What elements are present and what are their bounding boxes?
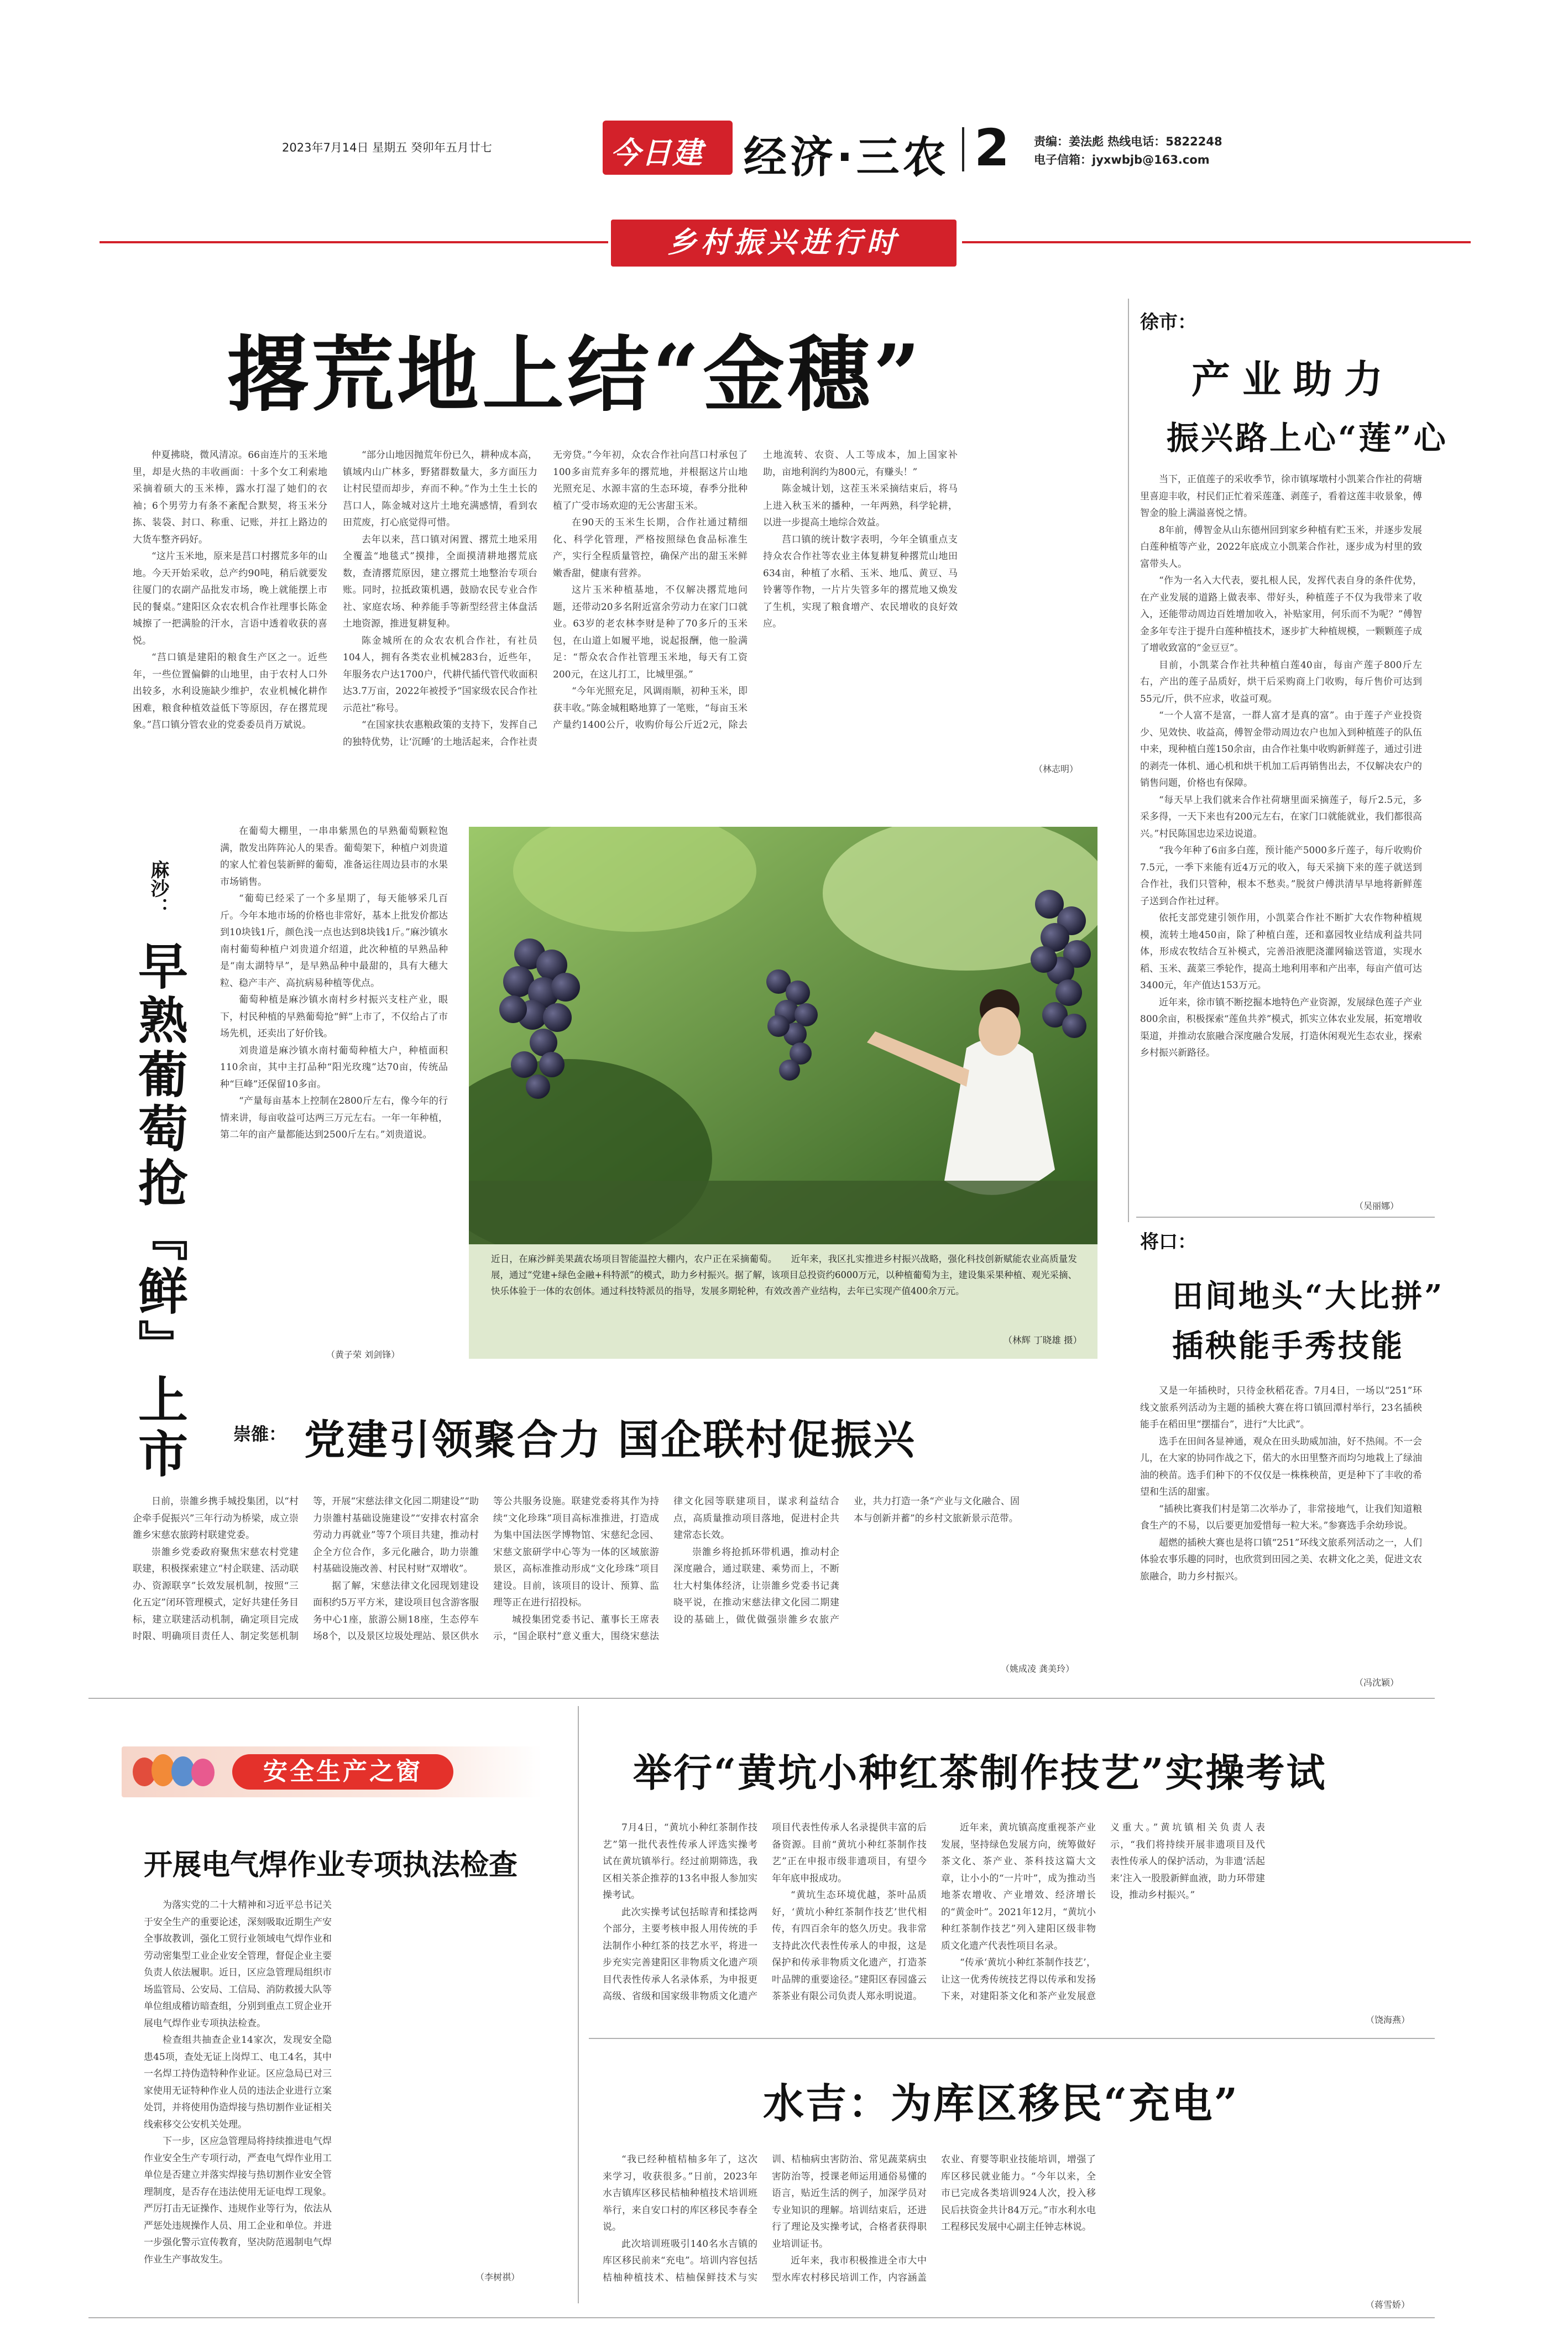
art3-paragraph: “葡萄已经采了一个多星期了，每天能够采几百斤。今年本地市场的价格也非常好，基本上批发价都达到10块钱1斤，颜色浅一点也达到8块钱1斤。”麻沙镇水南村葡萄种植户刘贵道介绍道，此次种植的早熟品种是“南太湖特早”，是早熟品种中最甜的，具有大穗大粒、稳产丰产、高抗病易种植等优点。 — [220, 893, 448, 989]
art5-paragraph: 又是一年插秧时，只待金秋稻花香。7月4日，一场以“251”环线文旅系列活动为主题的插秧大赛在将口镇回潭村举行，23名插秧能手在稻田里“摆擂台”，进行“大比武”。 — [1140, 1385, 1422, 1430]
art1-paragraph: 去年以来，莒口镇对闲置、撂荒土地采用全覆盖“地毯式”摸排，全面摸清耕地撂荒底数，查清撂荒原因，建立撂荒土地整治专项台账。同时，拉抵政策机遇，鼓励农民专业合作社、家庭农场、种养能手等新型经营主体盘活土地资源，推进复耕复种。 — [343, 534, 537, 629]
divider-bottom — [88, 2317, 1435, 2318]
art2-paragraph: 当下，正值莲子的采收季节，徐市镇塚墩村小凯莱合作社的荷塘里喜迎丰收，村民们正忙着采莲蓬、剥莲子，看着这莲丰收景象，傅智金的脸上满溢喜悦之情。 — [1140, 474, 1422, 519]
divider-h-mid — [88, 1698, 1435, 1699]
art7-paragraph: “黄坑生态环境优越，茶叶品质好，‘黄坑小种红茶制作技艺’世代相传，有四百余年的悠久历史。我非常支持此次代表性传承人的申报，这是保护和传承非物质文化遗产，打造茶叶品牌的重要途径。”建阳区春园盛云茶茶业有限公司负责人郑永明说道。 — [772, 1890, 927, 2002]
art1-paragraph: 陈金城计划，这茬玉米采摘结束后，将马上进入秋玉米的播种，一年两熟，科学轮耕，以进一步提高土地综合效益。 — [763, 483, 958, 528]
art2-paragraph: “一个人富不是富，一群人富才是真的富”。由于莲子产业投资少、见效快、收益高，傅智金带动周边农户也加入到种植莲子的队伍中来，现种植白莲150余亩，由合作社集中收购新鲜莲子，通过引进的剥壳一体机、通心机和烘干机加工后再销售出去，不仅解决农户的销售问题，价格也有保障。 — [1140, 710, 1422, 789]
art6-paragraph: 检查组共抽查企业14家次，发现安全隐患45项，查处无证上岗焊工、电工4名，其中一名焊工持伪造特种作业证。区应急局已对三家使用无证特种作业人员的违法企业进行立案处罚，并将使用伪造焊接与热切割作业证相关线索移交公安机关处理。 — [144, 2035, 332, 2130]
art2-place: 徐市： — [1140, 311, 1196, 333]
photo-caption-box — [469, 1244, 1097, 1359]
art2-paragraph: 目前，小凯菜合作社共种植白莲40亩，每亩产莲子800斤左右，产出的莲子品质好，烘干后采购商上门收购，每斤售价可达到55元/斤，供不应求，收益可观。 — [1140, 659, 1422, 705]
art5-title1: 田间地头“大比拼” — [1172, 1278, 1445, 1315]
art7-title: 举行“黄坑小种红茶制作技艺”实操考试 — [633, 1750, 1327, 1796]
safety-badge-pill — [232, 1754, 453, 1790]
art1-paragraph: “今年光照充足，风调雨顺，初种玉米，即获丰收。”陈金城粗略地算了一笔账，“每亩玉米产量约1400公斤，收购价每公斤近2元，除去土地流转、农资、人工等成本，加上国家补助，亩地利润约为800元，有赚头！” — [553, 450, 958, 731]
art7-credit: （饶海燕） — [1366, 2015, 1410, 2025]
grape-photo-illustration — [469, 827, 1097, 1244]
art7-columns — [603, 1819, 1434, 2007]
art3-title: 早熟葡萄抢『鲜』上市 — [129, 940, 188, 1482]
art2-title1: 产业助力 — [1191, 356, 1395, 402]
art1-paragraph: 陈金城所在的众农农机合作社，有社员104人，拥有各类农业机械283台，近些年，年服务农户达1700户，代耕代插代管代收面积达3.7万亩，2022年被授予“国家级农民合作社示范社”称号。 — [343, 635, 537, 714]
art2-paragraph: 8年前，傅智金从山东德州回到家乡种植有贮玉米，并逐步发展白莲种植等产业，2022年底成立小凯莱合作社，逐步成为村里的致富带头人。 — [1140, 524, 1422, 570]
art5-credit: （冯沈颖） — [1355, 1677, 1399, 1688]
section-name: 经济·三农 — [744, 133, 949, 182]
banner-line-right — [962, 241, 1471, 243]
art3-paragraph: “产量每亩基本上控制在2800斤左右，像今年的行情来讲，每亩收益可达两三万元左右。一年一年种植，第二年的亩产量都能达到2500斤左右。”刘贵道说。 — [220, 1096, 448, 1140]
art5-paragraph: “插秧比赛我们村是第二次举办了，非常接地气，让我们知道粮食生产的不易，以后要更加爱惜每一粒大米。”参赛选手余幼珍说。 — [1140, 1503, 1422, 1531]
art4-paragraph: 崇雒乡党委政府聚焦宋慈农村党建联建，积极探索建立“村企联建、活动联办、资源联享”长效发展机制，按照“三化五定”闭环管理模式，定好共建任务目标，建立联建活动机制，确定项目完成时限、明确项目责任人、制定奖惩机制等，开展“宋慈法律文化园二期建设”“助力崇雒村基础设施建设”“安排农村富余劳动力再就业”等7个项目共建，推动村企全方位合作，多元化融合，助力崇雒村基础设施改善、村民村财“双增收”。 — [133, 1496, 479, 1642]
banner-box — [611, 220, 957, 267]
art2-title2: 振兴路上心“莲”心 — [1167, 419, 1448, 457]
art3-credit: （黄子荣 刘剑锋） — [326, 1349, 400, 1360]
art1-paragraph: “部分山地因抛荒年份已久，耕种成本高，镇域内山广林多，野猪群数量大，多方面压力让村民望而却步，弃而不种。”作为土生土长的莒口人，陈金城对这片土地充满感情，看到农田荒废，打心底觉得可惜。 — [343, 450, 537, 528]
art2-paragraph: 依托支部党建引领作用，小凯菜合作社不断扩大农作物种植规模，流转土地450亩，除了种植白莲，还和嘉园牧业结成利益共同体，形成农牧结合互补模式，完善沿液肥浇灌网输送管道，实现水稻、玉米、蔬菜三季轮作，提高土地利用率和产出率，每亩产值可达3400元，年产值达153万元。 — [1140, 912, 1422, 991]
art3-paragraph: 葡萄种植是麻沙镇水南村乡村振兴支柱产业，眼下，村民种植的早熟葡萄抢“鲜”上市了，不仅给占了市场先机，还卖出了好价钱。 — [220, 994, 448, 1039]
art6-paragraph: 为落实党的二十大精神和习近平总书记关于安全生产的重要论述，深刻吸取近期生产安全事故教训，强化工贸行业领域电气焊作业和劳动密集型工业企业安全管理，督促企业主要负责人依法履职。近日，区应急管理局组织市场监管局、公安局、工信局、消防救援大队等单位组成稽访暗查组，分别到重点工贸企业开展电气焊作业专项执法检查。 — [144, 1900, 332, 2029]
art7-paragraph: 7月4日，“黄坑小种红茶制作技艺”第一批代表性传承人评选实操考试在黄坑镇举行。经过前期筛选，我区相关茶企推荐的13名申报人参加实操考试。 — [603, 1822, 757, 1901]
brand-logo — [603, 121, 733, 213]
art1-paragraph: “莒口镇是建阳的粮食生产区之一。近些年，一些位置偏僻的山地里，由于农村人口外出较多，水利设施缺少维护，农业机械化耕作困难，粮食种植效益低下等原因，存在撂荒现象。”莒口镇分管农业的党委委员肖万斌说。 — [133, 652, 327, 731]
safety-badge — [122, 1746, 542, 1797]
divider-h-low — [589, 2038, 1435, 2039]
art5-title2: 插秧能手秀技能 — [1172, 1328, 1404, 1364]
art2-body — [1140, 471, 1422, 1207]
art5-place: 将口： — [1140, 1231, 1196, 1253]
art3-paragraph: 刘贵道是麻沙镇水南村葡萄种植大户，种植面积110余亩，其中主打品种“阳光玫瑰”达70亩，传统品种“巨峰”还保留10多亩。 — [220, 1045, 448, 1090]
art8-title: 水吉：为库区移民“充电” — [763, 2080, 1240, 2127]
art1-paragraph: 莒口镇的统计数字表明，今年全镇重点支持众农合作社等农业主体复耕复种撂荒山地田634亩，种植了水稻、玉米、地瓜、黄豆、马铃薯等作物，一片片失管多年的撂荒地又焕发了生机，实现了粮食增产、农民增收的良好效应。 — [763, 534, 958, 629]
art1-columns — [133, 447, 1168, 757]
banner-line-left — [100, 241, 608, 243]
art5-paragraph: 选手在田间各显神通，观众在田头助威加油，好不热闹。不一会儿，在大家的协同作战之下，偌大的水田里整齐而均匀地栽上了绿油油的秧苗。选手们种下的不仅仅是一株株秧苗，更是种下了丰收的希望和生活的甜蜜。 — [1140, 1436, 1422, 1498]
art5-paragraph: 超燃的插秧大赛也是将口镇“251”环线文旅系列活动之一，人们体验农事乐趣的同时，也欣赏到田园之美、农耕文化之美，促进文农旅融合，助力乡村振兴。 — [1140, 1537, 1422, 1582]
art6-paragraph: 下一步，区应急管理局将持续推进电气焊作业安全生产专项行动，严查电气焊作业用工单位是否建立并落实焊接与热切割作业安全管理制度，是否存在违法使用无证电焊工现象。严厉打击无证操作、违规作业等行为，依法从严惩处违规操作人员、用工企业和单位。并进一步强化警示宣传教育，坚决防范遏制电气焊作业生产事故发生。 — [144, 2136, 332, 2265]
art2-paragraph: “每天早上我们就来合作社荷塘里面采摘莲子，每斤2.5元，多采多得，一天下来也有200元左右，在家门口就能就业，我们都很高兴。”村民陈国忠边采边说道。 — [1140, 794, 1422, 839]
art1-title: 撂荒地上结“金穗” — [227, 326, 924, 423]
art4-paragraph: 日前，崇雒乡携手城投集团，以“村企牵手促振兴”三年行动为桥梁，成立崇雒乡宋慈农旅跨村联建党委。 — [133, 1496, 299, 1541]
header-divider — [962, 127, 964, 171]
art3-paragraph: 在葡萄大棚里，一串串紫黑色的早熟葡萄颗粒饱满，散发出阵阵沁人的果香。葡萄架下，种植户刘贵道的家人忙着包装新鲜的葡萄，准备运往周边县市的水果市场销售。 — [220, 826, 448, 888]
art3-body — [220, 823, 448, 1348]
art2-paragraph: “作为一名入大代表，要扎根人民，发挥代表自身的条件优势，在产业发展的道路上做表率、带好头，种植莲子不仅为我带来了收入，还能带动周边百姓增加收入，补贴家用，何乐而不为呢？”傅智金多年专注于提升白莲种植技术，逐步扩大种植规模，一颗颗莲子成了增收致富的“金豆豆”。 — [1140, 575, 1422, 654]
editor-line: 责编：姜法彪 热线电话：5822248 — [1034, 135, 1222, 148]
art8-columns — [603, 2151, 1434, 2295]
art7-paragraph: 此次实操考试包括晾青和揉捻两个部分，主要考核申报人用传统的手法制作小种红茶的技艺水平，将进一步充实完善建阳区非物质文化遗产项目代表性传承人名录体系，为申报更高级、省级和国家级非物质文化遗产项目代表性传承人名录提供丰富的后备资源。目前“黄坑小种红茶制作技艺”正在申报市级非遗项目，有望今年年底申报成功。 — [603, 1822, 927, 2002]
art5-body — [1140, 1383, 1422, 1684]
divider-h-right — [1136, 1217, 1435, 1218]
art6-credit: （李树祺） — [475, 2272, 520, 2282]
divider-v1 — [1128, 299, 1129, 1222]
art2-credit: （吴丽娜） — [1355, 1201, 1399, 1211]
page-number: 2 — [974, 118, 1010, 178]
email-line: 电子信箱：jyxwbjb@163.com — [1034, 153, 1210, 166]
art4-paragraph: 崇雒乡将抢抓环带机遇，推动村企深度融合，通过联建、乘势而上，不断壮大村集体经济，让崇雒乡党委书记龚晓平说，在推动宋慈法律文化园二期建设的基础上，做优做强崇雒乡农旅产业，共力打造一条“产业与文化融合、固本与创新并蓄”的乡村文旅新景示范带。 — [673, 1496, 1020, 1625]
art7-paragraph: “传承‘黄坑小种红茶制作技艺’，让这一优秀传统技艺得以传承和发扬下来，对建阳茶文化和茶产业发展意义重大。”黄坑镇相关负责人表示，“我们将持续开展非遗项目及代表性传承人的保护活动，为非遗‘活起来’注入一股股新鲜血液，助力环带建设，推动乡村振兴。” — [941, 1822, 1265, 2002]
safety-badge-icon — [133, 1753, 227, 1791]
photo-caption: 近日，在麻沙鲜美果蔬农场项目智能温控大棚内，农户正在采摘葡萄。 近年来，我区扎实推进乡村振兴战略，强化科技创新赋能农业高质量发展，通过“党建+绿色金融+科特派”的模式，助力乡村振兴。据了解，该项目总投资约6000万元，以种植葡萄为主，建设集采果种植、观光采摘、快乐体验于一体的农创体。通过科技特派员的指导，发展多期轮种，有效改善产业结构，去年已实现产值400余万元。 — [491, 1254, 1078, 1296]
art1-credit: （林志明） — [1034, 764, 1079, 774]
art2-paragraph: “我今年种了6亩多白莲，预计能产5000多斤莲子，每斤收购价7.5元，一季下来能有近4万元的收入，每天采摘下来的莲子就送到合作社，我们只管种，根本不愁卖。”脱贫户傅洪清早早地将新鲜莲子送到合作社过秤。 — [1140, 845, 1422, 907]
art1-paragraph: 仲夏拂晓，微风清凉。66亩连片的玉米地里，却是火热的丰收画面：十多个女工利索地采摘着硕大的玉米棒，露水打湿了她们的衣袖；6个男劳力有条不紊配合默契，将玉米分拣、装袋、封口、称重、记账，并扛上路边的大货车整齐码好。 — [133, 450, 327, 545]
art4-columns — [133, 1493, 1200, 1659]
art4-paragraph: 据了解，宋慈法律文化园现划建设面积约5万平方米，建设项目包含游客服务中心1座，旅游公厕18座，生态停车场8个，以及景区垃圾处理站、景区供水等公共服务设施。联建党委将其作为持续“文化珍珠”项目高标准推进，打造成为集中国法医学博物馆、宋慈纪念园、宋慈文旅研学中心等为一体的区域旅游景区，高标准推动形成“文化珍珠”项目建设。目前，该项目的设计、预算、监理等正在进行招投标。 — [313, 1496, 659, 1642]
art8-paragraph: 近年来，我市积极推进全市大中型水库农村移民培训工作，内容涵盖农业、育婴等职业技能培训，增强了库区移民就业能力。“今年以来，全市已完成各类培训924人次，投入移民后扶资金共计84万元。”市水利水电工程移民发展中心副主任钟志林说。 — [772, 2154, 1096, 2283]
divider-v2 — [578, 1706, 579, 2303]
art8-credit: （蒋雪娇） — [1366, 2299, 1410, 2310]
art7-paragraph: 近年来，黄坑镇高度重视茶产业发展，坚持绿色发展方向，统筹做好茶文化、茶产业、茶科技这篇大文章，让小小的“一片叶”，成为推动当地茶农增收、产业增效、经济增长的“黄金叶”。2021年12月，“黄坑小种红茶制作技艺”列入建阳区级非物质文化遗产代表性项目名录。 — [941, 1822, 1096, 1952]
art4-credit: （姚成凌 龚美玲） — [1001, 1663, 1075, 1674]
art8-paragraph: “我已经种植桔柚多年了，这次来学习，收获很多。”日前，2023年水吉镇库区移民桔柚种植技术培训班举行，来自安口村的库区移民李春全说。 — [603, 2154, 757, 2233]
safety-badge-text: 安全生产之窗 — [263, 1758, 422, 1786]
issue-date: 2023年7月14日 星期五 癸卯年五月廿七 — [282, 141, 492, 154]
art4-place: 崇雒： — [233, 1423, 287, 1444]
art3-place: 麻沙： — [147, 860, 169, 916]
grape-photo — [469, 827, 1097, 1244]
photo-credit: （林辉 丁晓雄 摄） — [1003, 1335, 1082, 1346]
art8-paragraph: 此次培训班吸引140名水吉镇的库区移民前来“充电”。培训内容包括桔柚种植技术、桔柚保鲜技术与实训、桔柚病虫害防治、常见蔬菜病虫害防治等，授课老师运用通俗易懂的语言，贴近生活的例子，加深学员对专业知识的理解。培训结束后，还进行了理论及实操考试，合格者获得职业培训证书。 — [603, 2154, 927, 2283]
masthead — [0, 0, 1568, 243]
art6-columns — [144, 1897, 533, 2284]
art1-paragraph: 这片玉米种植基地，不仅解决撂荒地问题，还带动20多名附近富余劳动力在家门口就业。63岁的老农林李财是种了70多斤的玉米包，在山道上如履平地，说起报酬，他一脸满足：“帮众农合作社管理玉米地，每天有工资200元，在这儿打工，比城里强。” — [553, 585, 748, 680]
art1-paragraph: “这片玉米地，原来是莒口村撂荒多年的山地。今天开始采收，总产约90吨，稍后就要发往厦门的农副产品批发市场，晚上就能摆上市民的餐桌。”建阳区众农农机合作社理事长陈金城擦了一把满脸的汗水，言语中透着收获的喜悦。 — [133, 551, 327, 646]
brand-logo-text: 今日建阳 — [610, 135, 703, 213]
art1-paragraph: 在90天的玉米生长期，合作社通过精细化、科学化管理，严格按照绿色食品标准生产，实行全程质量管控，确保产出的甜玉米鲜嫩香甜，健康有营养。 — [553, 517, 748, 579]
art1-paragraph: “在国家扶农惠粮政策的支持下，发挥自己的独特优势，让‘沉睡’的土地活起来，合作社责无旁贷。”今年初，众农合作社向莒口村承包了100多亩荒弃多年的撂荒地，并根据这片山地光照充足、水源丰富的生态环境，春季分批种植了广受市场欢迎的无公害甜玉米。 — [343, 450, 748, 748]
banner-text: 乡村振兴进行时 — [667, 226, 900, 259]
art4-title: 党建引领聚合力 国企联村促振兴 — [304, 1416, 916, 1464]
art4-paragraph: 城投集团党委书记、董事长王席表示，“国企联村”意义重大，围绕宋慈法律文化园等联建项目，谋求利益结合点，高质量推动项目落地，促进村企共建常态长效。 — [493, 1496, 839, 1642]
art2-paragraph: 近年来，徐市镇不断挖掘本地特色产业资源，发展绿色莲子产业800余亩，积极探索“莲鱼共养”模式，抓实立体农业发展，拓宽增收渠道，并推动农旅融合深度融合发展，打造休闲观光生态农业，探索乡村振兴新路径。 — [1140, 997, 1422, 1058]
art6-title: 开展电气焊作业专项执法检查 — [144, 1848, 518, 1882]
